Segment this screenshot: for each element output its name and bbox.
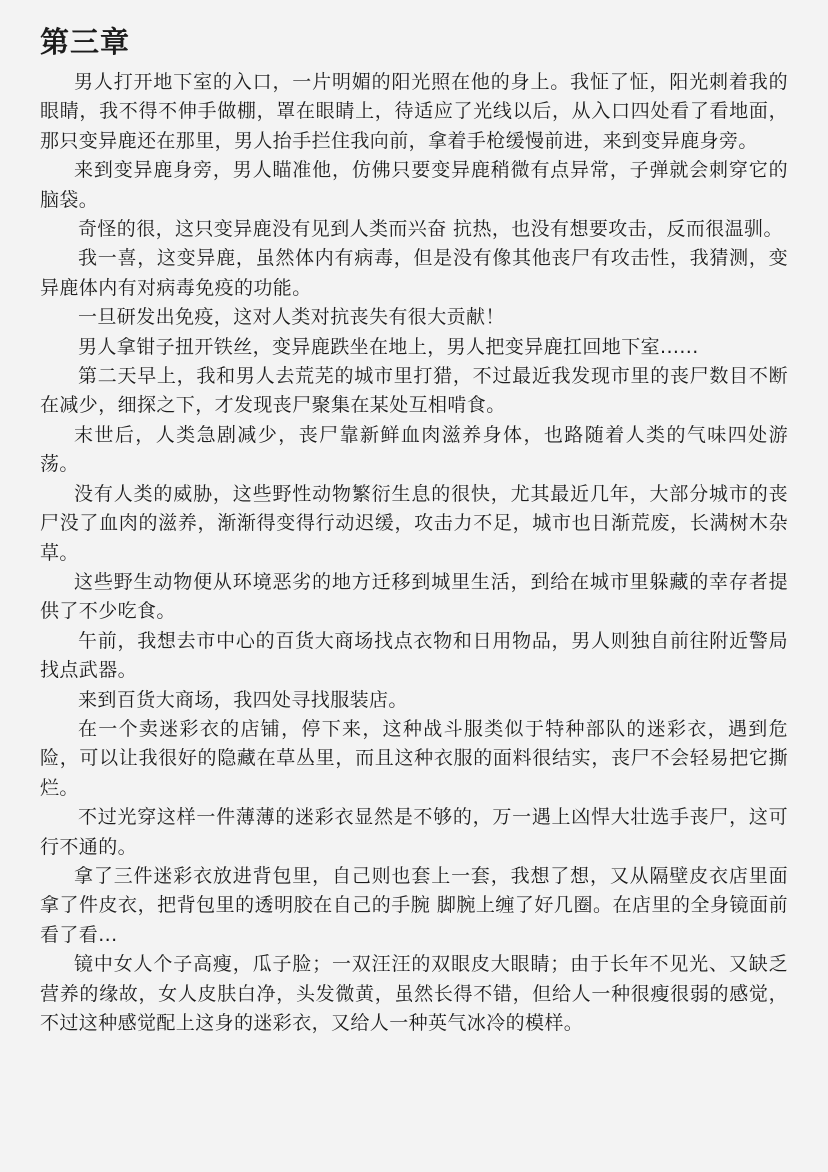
paragraph: 我一喜，这变异鹿，虽然体内有病毒，但是没有像其他丧尸有攻击性，我猜测，变异鹿体内有对病毒免疫的功能。 [40,247,788,299]
paragraph: 拿了三件迷彩衣放进背包里，自己则也套上一套，我想了想，又从隔壁皮衣店里面拿了件皮衣，把背包里的透明胶在自己的手腕 脚腕上缠了好几圈。在店里的全身镜面前看了看... [40,864,788,946]
paragraph: 男人打开地下室的入口，一片明媚的阳光照在他的身上。我怔了怔，阳光刺着我的眼睛，我不得不伸手做棚，罩在眼睛上，待适应了光线以后，从入口四处看了看地面，那只变异鹿还在那里，男人抬手拦住我向前，拿着手枪缓慢前进，来到变异鹿身旁。 [40,71,788,152]
paragraph: 第二天早上，我和男人去荒芜的城市里打猎，不过最近我发现市里的丧尸数目不断在减少，细探之下，才发现丧尸聚集在某处互相啃食。 [40,365,788,417]
paragraph: 来到百货大商场，我四处寻找服装店。 [78,688,408,711]
paragraph: 奇怪的很，这只变异鹿没有见到人类而兴奋 抗热，也没有想要攻击，反而很温驯。 [78,218,783,241]
chapter-body [40,68,788,1038]
paragraph: 不过光穿这样一件薄薄的迷彩衣显然是不够的，万一遇上凶悍大壮选手丧尸，这可行不通的。 [40,806,788,858]
paragraph: 这些野生动物便从环境恶劣的地方迁移到城里生活，到给在城市里躲藏的幸存者提供了不少吃食。 [40,570,788,623]
paragraph: 来到变异鹿身旁，男人瞄准他，仿佛只要变异鹿稍微有点异常，子弹就会刺穿它的脑袋。 [40,159,788,211]
paragraph: 一旦研发出免疫，这对人类对抗丧失有很大贡献！ [78,306,505,329]
paragraph: 在一个卖迷彩衣的店铺，停下来，这种战斗服类似于特种部队的迷彩衣，遇到危险，可以让我很好的隐藏在草丛里，而且这种衣服的面料很结实，丧尸不会轻易把它撕烂。 [40,717,788,799]
paragraph: 镜中女人个子高瘦，瓜子脸；一双汪汪的双眼皮大眼睛；由于长年不见光、又缺乏营养的缘故，女人皮肤白净，头发微黄，虽然长得不错，但给人一种很瘦很弱的感觉，不过这种感觉配上这身的迷彩衣，又给人一种英气冰冷的模样。 [40,953,788,1034]
paragraph: 没有人类的威胁，这些野性动物繁衍生息的很快，尤其最近几年，大部分城市的丧尸没了血肉的滋养，渐渐得变得行动迟缓，攻击力不足，城市也日渐荒废，长满树木杂草。 [40,482,788,564]
paragraph: 末世后，人类急剧减少，丧尸靠新鲜血肉滋养身体，也路随着人类的气味四处游荡。 [40,423,788,476]
chapter-title: 第三章 [40,25,131,59]
paragraph: 午前，我想去市中心的百货大商场找点衣物和日用物品，男人则独自前往附近警局找点武器。 [40,629,788,682]
paragraph: 男人拿钳子扭开铁丝，变异鹿跌坐在地上，男人把变异鹿扛回地下室...... [78,335,699,358]
